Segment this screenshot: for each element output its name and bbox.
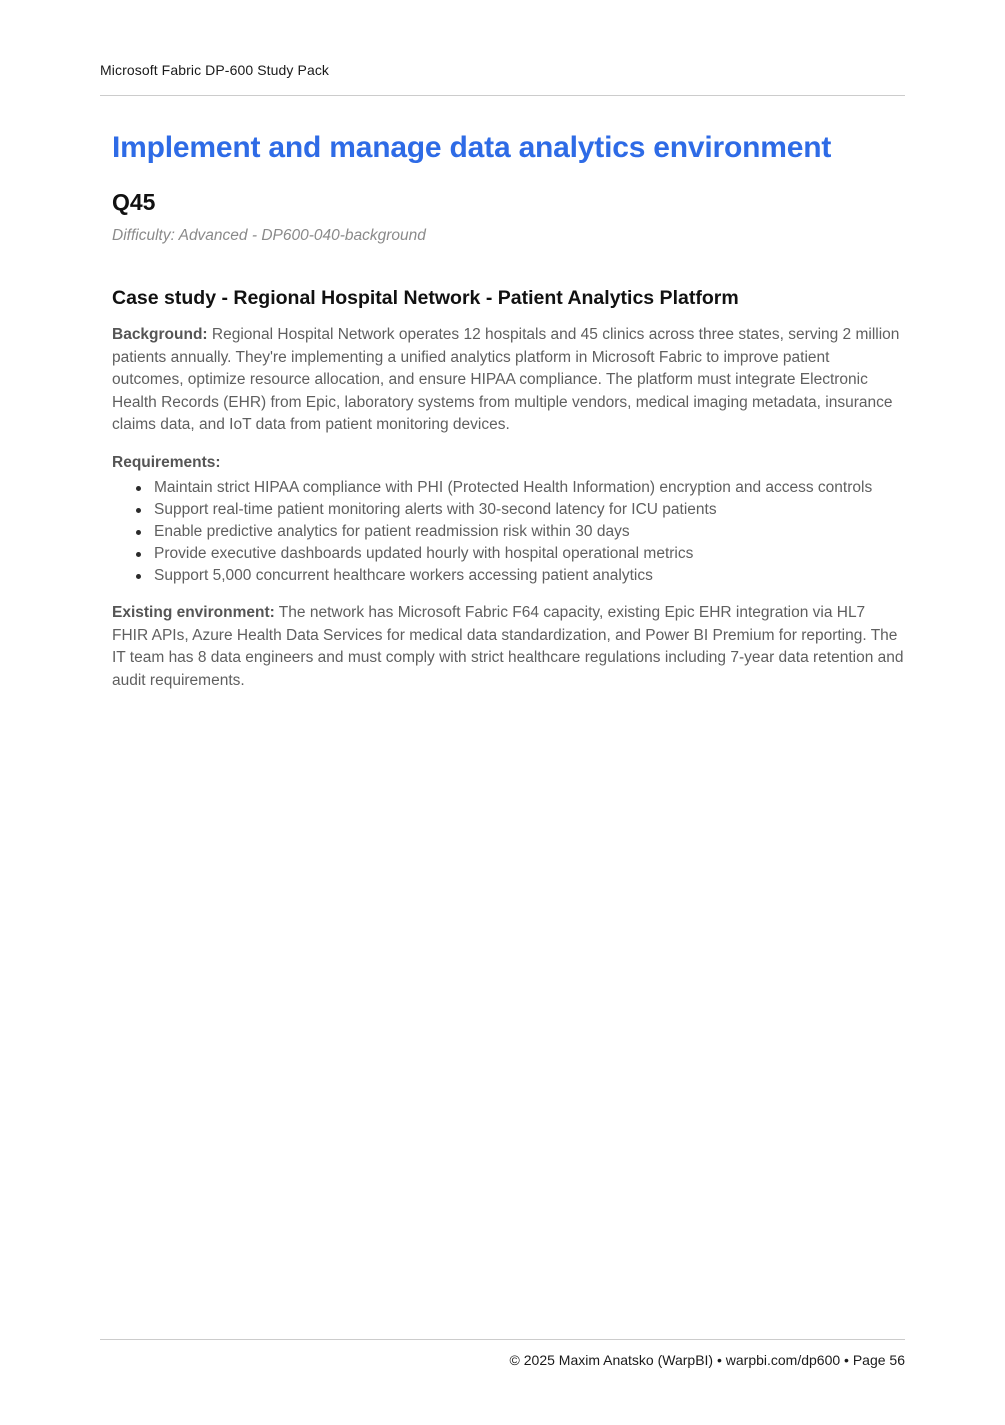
existing-environment-label: Existing environment: xyxy=(112,604,275,621)
background-paragraph xyxy=(112,324,905,437)
requirements-list xyxy=(112,477,905,587)
requirement-item: Support real-time patient monitoring alerts with 30-second latency for ICU patients xyxy=(154,499,905,521)
existing-environment-text: The network has Microsoft Fabric F64 capacity, existing Epic EHR integration via HL7 FHIR APIs, Azure Health Data Services for medical data standardization, and Power BI Premium for reporting. The IT team has 8 data engineers and must comply with strict healthcare regulations including 7-year data retention and audit requirements. xyxy=(112,604,904,689)
page-header xyxy=(100,62,905,96)
difficulty-line: Difficulty: Advanced - DP600-040-background xyxy=(112,227,426,244)
requirement-item: Provide executive dashboards updated hourly with hospital operational metrics xyxy=(154,543,905,565)
document-title: Microsoft Fabric DP-600 Study Pack xyxy=(100,62,330,78)
footer-text: © 2025 Maxim Anatsko (WarpBI) • warpbi.com/dp600 • Page 56 xyxy=(509,1352,905,1368)
requirement-item: Support 5,000 concurrent healthcare workers accessing patient analytics xyxy=(154,565,905,587)
requirement-item: Enable predictive analytics for patient readmission risk within 30 days xyxy=(154,521,905,543)
background-label: Background: xyxy=(112,326,208,343)
requirements-label: Requirements: xyxy=(112,453,221,471)
existing-environment-paragraph xyxy=(112,602,905,692)
page-content xyxy=(112,131,905,707)
question-id: Q45 xyxy=(112,189,156,215)
background-text: Regional Hospital Network operates 12 hospitals and 45 clinics across three states, serving 2 million patients annually. They're implementing a unified analytics platform in Microsoft Fabric to improve patient outcomes, optimize resource allocation, and ensure HIPAA compliance. The platform must integrate Electronic Health Records (EHR) from Epic, laboratory systems from multiple vendors, medical imaging metadata, insurance claims data, and IoT data from patient monitoring devices. xyxy=(112,326,900,433)
case-study-title: Case study - Regional Hospital Network - Patient Analytics Platform xyxy=(112,287,739,309)
section-title: Implement and manage data analytics environment xyxy=(112,131,832,164)
requirement-item: Maintain strict HIPAA compliance with PHI (Protected Health Information) encryption and access controls xyxy=(154,477,905,499)
page-footer xyxy=(100,1339,905,1368)
